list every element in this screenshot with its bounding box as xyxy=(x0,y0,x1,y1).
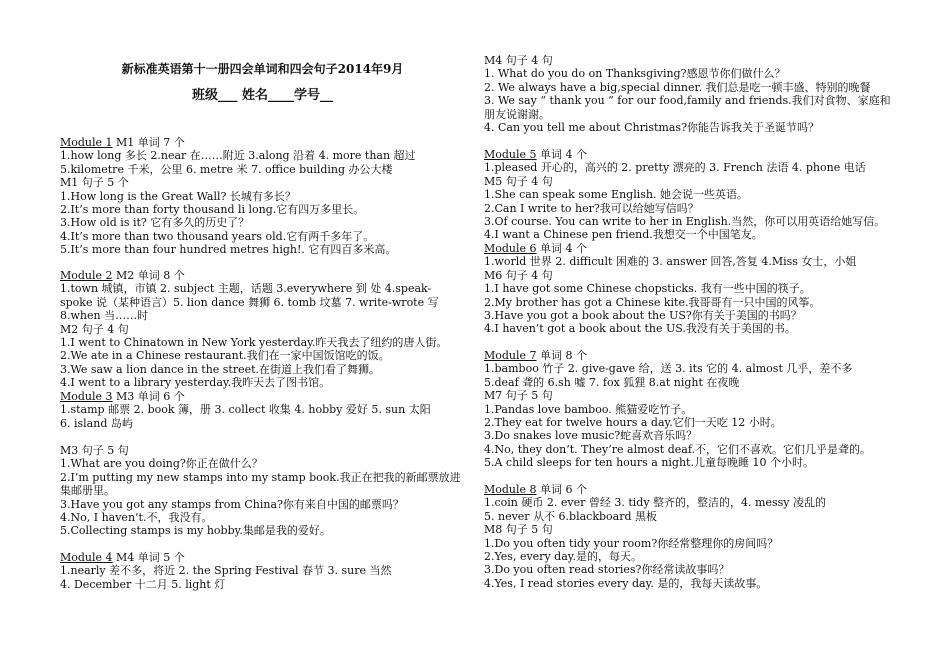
text-line: M1 句子 5 个 xyxy=(60,176,129,190)
module-6-label: Module 6 xyxy=(484,242,537,255)
text-line: 1.nearly 差不多，将近 2. the Spring Festival 春节 3. sure 当然 xyxy=(60,564,392,578)
text-line: 2.It’s more than forty thousand li long.它有四万多里长。 xyxy=(60,203,365,217)
page-title: 新标准英语第十一册四会单词和四会句子2014年9月 xyxy=(121,62,404,76)
text-line: 5. never 从不 6.blackboard 黑板 xyxy=(484,509,658,523)
text-line: 1.She can speak some English. 她会说一些英语。 xyxy=(484,188,748,202)
text-line: M8 句子 5 句 xyxy=(484,523,553,537)
class-name-number-line: 班级___ 姓名____学号__ xyxy=(191,88,334,103)
module-2-heading: Module 2 M2 单词 8 个 xyxy=(60,269,185,282)
module-4-label: Module 4 xyxy=(60,551,113,564)
text-line: 1.Do you often tidy your room?你经常整理你的房间吗？ xyxy=(484,536,779,550)
text-line: 1.world 世界 2. difficult 困难的 3. answer 回答,答复 4.Miss 女士，小姐 xyxy=(484,255,857,269)
text-line: 3.How old is it? 它有多久的历史了？ xyxy=(60,216,250,230)
module-7-heading: Module 7 单词 8 个 xyxy=(484,349,588,362)
module-5-section xyxy=(484,148,896,242)
text-line: M6 句子 4 句 xyxy=(484,268,553,282)
text-paragraph: 2.I’m putting my new stamps into my stamp book.我正在把我的新邮票放进集邮册里。 xyxy=(60,470,461,498)
module-8-label: Module 8 xyxy=(484,483,537,496)
text-line: 1.how long 多长 2.near 在……附近 3.along 沿着 4. more than 超过 xyxy=(60,149,416,163)
text-line: 2.My brother has got a Chinese kite.我哥哥有一只中国的风筝。 xyxy=(484,295,821,309)
text-line: 1.What are you doing?你正在做什么？ xyxy=(60,457,263,471)
text-line: 2.We ate in a Chinese restaurant.我们在一家中国饭馆吃的饭。 xyxy=(60,349,390,363)
text-line: 2.Can I write to her?我可以给她写信吗？ xyxy=(484,201,699,215)
text-line: 5.deaf 聋的 6.sh 嘘 7. fox 狐狸 8.at night 在夜晚 xyxy=(484,375,740,389)
text-line: 1. What do you do on Thanksgiving?感恩节你们做什么？ xyxy=(484,67,786,81)
text-line: 1.Pandas love bamboo. 熊猫爱吃竹子。 xyxy=(484,402,693,416)
text-line: 2.They eat for twelve hours a day.它们一天吃 12 小时。 xyxy=(484,416,782,430)
module-3-heading: Module 3 M3 单词 6 个 xyxy=(60,390,185,403)
text-line: 2.Yes, every day.是的，每天。 xyxy=(484,550,643,564)
text-line: 2. We always have a big,special dinner. 我们总是吃一顿丰盛、特别的晚餐 xyxy=(484,80,871,94)
module-2-section xyxy=(60,269,465,390)
module-2-label: Module 2 xyxy=(60,269,113,282)
text-line: 3.Do snakes love music?蛇喜欢音乐吗？ xyxy=(484,429,698,443)
text-line: 1.I went to Chinatown in New York yesterday.昨天我去了纽约的唐人街。 xyxy=(60,336,448,350)
text-line: 1.stamp 邮票 2. book 簿，册 3. collect 收集 4. hobby 爱好 5. sun 太阳 xyxy=(60,403,431,417)
module-4-sentences xyxy=(484,54,896,134)
module-1-section xyxy=(60,136,465,257)
module-3-label: Module 3 xyxy=(60,390,113,403)
text-line: 1.bamboo 竹子 2. give-gave 给，送 3. its 它的 4. almost 几乎，差不多 xyxy=(484,362,853,376)
text-line: 1.How long is the Great Wall? 长城有多长？ xyxy=(60,189,296,203)
module-1-heading: Module 1 M1 单词 7 个 xyxy=(60,136,185,149)
text-line: 4.I want a Chinese pen friend.我想交一个中国笔友。 xyxy=(484,228,763,242)
text-line: M7 句子 5 句 xyxy=(484,389,553,403)
text-line: 4.I haven’t got a book about the US.我没有关于美国的书。 xyxy=(484,322,796,336)
module-5-label: Module 5 xyxy=(484,148,537,161)
text-line: 6. island 岛屿 xyxy=(60,416,133,430)
module-4-section xyxy=(60,551,465,591)
text-line: 1.I have got some Chinese chopsticks. 我有一些中国的筷子。 xyxy=(484,282,811,296)
module-1-label: Module 1 xyxy=(60,136,113,149)
text-line: 5.A child sleeps for ten hours a night.儿童每晚睡 10 个小时。 xyxy=(484,456,814,470)
text-line: 4.No, they don’t. They’re almost deaf.不，它们不喜欢。它们几乎是聋的。 xyxy=(484,442,872,456)
text-line: 4.Yes, I read stories every day. 是的，我每天读故事。 xyxy=(484,576,768,590)
module-6-section xyxy=(484,242,896,336)
text-line: 4. Can you tell me about Christmas?你能告诉我关于圣诞节吗？ xyxy=(484,121,819,135)
text-paragraph: 3. We say “ thank you ” for our food,family and friends.我们对食物、家庭和朋友说谢谢。 xyxy=(484,94,891,121)
text-line: 3.Have you got a book about the US?你有关于美国的书吗？ xyxy=(484,309,802,323)
module-7-label: Module 7 xyxy=(484,349,537,362)
module-3-section xyxy=(60,390,465,430)
module-8-heading: Module 8 单词 6 个 xyxy=(484,483,588,496)
module-7-section xyxy=(484,349,896,470)
module-8-section xyxy=(484,483,896,590)
text-line: M2 句子 4 句 xyxy=(60,322,129,336)
module-6-heading: Module 6 单词 4 个 xyxy=(484,242,588,255)
module-5-heading: Module 5 单词 4 个 xyxy=(484,148,588,161)
text-line: 3.Of course. You can write to her in English.当然，你可以用英语给她写信。 xyxy=(484,215,886,229)
text-line: M3 句子 5 句 xyxy=(60,444,129,457)
text-line: M4 句子 4 句 xyxy=(484,54,553,67)
text-line: 4. December 十二月 5. light 灯 xyxy=(60,577,226,591)
text-line: 4.No, I haven’t.不，我没有。 xyxy=(60,511,213,525)
text-line: 3.Have you got any stamps from China?你有来自中国的邮票吗？ xyxy=(60,497,404,511)
text-line: 5.kilometre 千米，公里 6. metre 米 7. office building 办公大楼 xyxy=(60,162,393,176)
text-line: 5.It’s more than four hundred metres high!. 它有四百多米高。 xyxy=(60,243,397,257)
module-4-heading: Module 4 M4 单词 5 个 xyxy=(60,551,185,564)
text-line: 4.I went to a library yesterday.我昨天去了图书馆。 xyxy=(60,376,331,390)
text-paragraph: 1.town 城镇，市镇 2. subject 主题，话题 3.everywhere 到 处 4.speak- spoke 说（某种语言）5. lion dance 舞狮 6. tomb 坟墓 7. write-wrote 写 8.when 当……时 xyxy=(60,282,439,323)
text-line: 4.It’s more than two thousand years old.它有两千多年了。 xyxy=(60,229,375,243)
text-line: 1.pleased 开心的，高兴的 2. pretty 漂亮的 3. French 法语 4. phone 电话 xyxy=(484,161,866,175)
text-line: M5 句子 4 句 xyxy=(484,174,553,188)
text-line: 5.Collecting stamps is my hobby.集邮是我的爱好。 xyxy=(60,524,331,538)
module-3-sentences xyxy=(60,444,465,538)
text-line: 3.We saw a lion dance in the street.在街道上我们看了舞狮。 xyxy=(60,362,381,376)
text-line: 1.coin 硬币 2. ever 曾经 3. tidy 整齐的，整洁的，4. messy 凌乱的 xyxy=(484,496,826,510)
text-line: 3.Do you often read stories?你经常读故事吗？ xyxy=(484,563,730,577)
